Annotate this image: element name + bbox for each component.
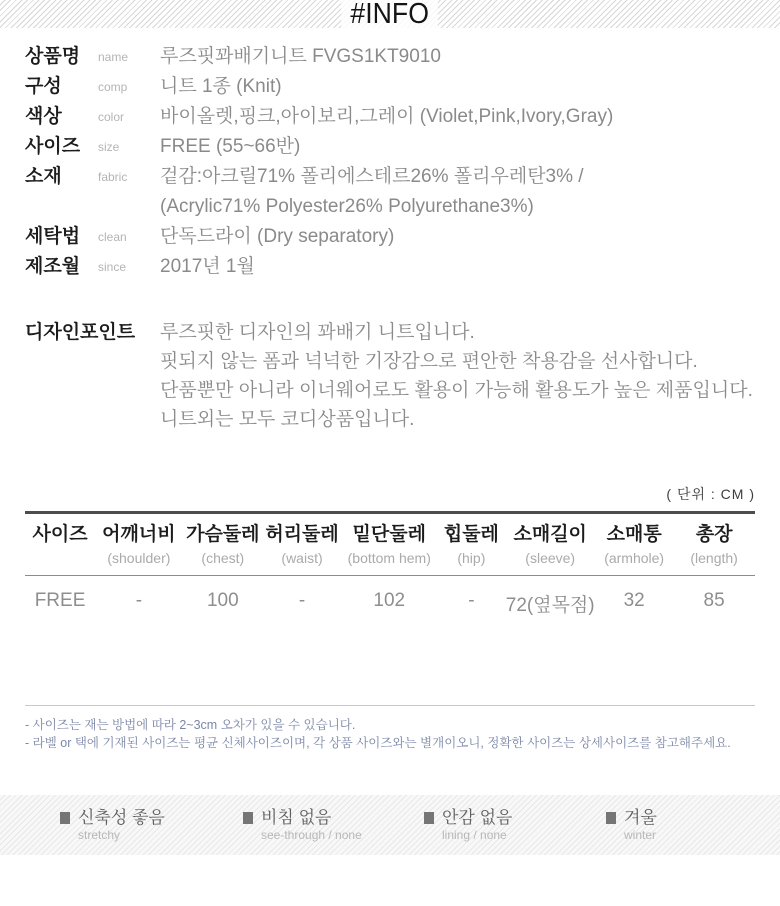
- info-row-color: [0, 102, 780, 132]
- info-row-fabric: [0, 162, 780, 192]
- column-header-ko: 소매길이: [513, 524, 587, 545]
- info-label: 색상: [25, 106, 62, 127]
- info-value: 루즈핏꽈배기니트 FVGS1KT9010: [160, 46, 441, 67]
- design-point-line: 핏되지 않는 폼과 넉넉한 기장감으로 편안한 착용감을 선사합니다.: [160, 351, 698, 372]
- column-header-ko: 어깨너비: [102, 524, 176, 545]
- feature-ko-label: 신축성 좋음: [78, 808, 165, 827]
- design-point-section: [0, 318, 780, 434]
- info-sublabel: clean: [98, 230, 127, 244]
- info-sublabel: size: [98, 140, 120, 154]
- note-line: - 사이즈는 재는 방법에 따라 2~3cm 오차가 있을 수 있습니다.: [25, 718, 356, 732]
- column-header-hip: [437, 522, 505, 568]
- feature-en-label: winter: [624, 828, 657, 842]
- unit-note: ( 단위 : CM ): [666, 486, 755, 502]
- info-label: 소재: [25, 166, 62, 187]
- feature-lining: [424, 808, 512, 843]
- page-title: #INFO: [342, 0, 439, 28]
- column-header-armhole: [595, 522, 673, 568]
- column-header-en: (length): [690, 550, 738, 566]
- info-row-since: [0, 252, 780, 282]
- column-header-ko: 힙둘레: [443, 524, 499, 545]
- info-sublabel: since: [98, 260, 127, 274]
- cell-shoulder: -: [135, 590, 143, 611]
- info-label: 구성: [25, 76, 62, 97]
- feature-see-through: [243, 808, 362, 843]
- column-header-ko: 밑단둘레: [352, 524, 426, 545]
- design-point-line: 루즈핏한 디자인의 꽈배기 니트입니다.: [160, 322, 475, 343]
- column-header-ko: 사이즈: [32, 524, 88, 545]
- info-row-fabric-line2: [0, 192, 780, 222]
- design-point-line: 단품뿐만 아니라 이너웨어로도 활용이 가능해 활용도가 높은 제품입니다.: [160, 380, 753, 401]
- cell-sleeve: 72(옆목점): [505, 595, 595, 616]
- size-table-section: [25, 484, 755, 631]
- size-table: [25, 511, 755, 631]
- info-label: 세탁법: [25, 226, 81, 247]
- column-header-en: (chest): [201, 550, 245, 566]
- info-value: 바이올렛,핑크,아이보리,그레이 (Violet,Pink,Ivory,Gray): [160, 106, 614, 127]
- column-header-size: [25, 522, 95, 568]
- cell-hip: -: [468, 590, 475, 611]
- feature-stretch: [60, 808, 165, 843]
- info-label-empty: [25, 192, 92, 222]
- info-row-clean: [0, 222, 780, 252]
- info-sublabel-empty: [98, 192, 142, 222]
- column-header-en: (armhole): [604, 550, 665, 566]
- feature-ko-label: 겨울: [624, 808, 657, 827]
- info-label: 상품명: [25, 46, 81, 67]
- column-header-sleeve: [505, 522, 595, 568]
- column-header-waist: [263, 522, 341, 568]
- feature-ko-label: 안감 없음: [442, 808, 513, 827]
- product-info-section: [0, 42, 780, 282]
- column-header-ko: 총장: [695, 524, 733, 545]
- cell-length: 85: [703, 590, 725, 611]
- info-sublabel: name: [98, 50, 129, 64]
- square-bullet-icon: [60, 812, 70, 824]
- info-row-comp: [0, 72, 780, 102]
- info-sublabel: fabric: [98, 170, 128, 184]
- info-label: 사이즈: [25, 136, 81, 157]
- column-header-en: (waist): [281, 550, 323, 566]
- info-header-band: [0, 0, 780, 28]
- square-bullet-icon: [606, 812, 616, 824]
- info-value: 니트 1종 (Knit): [160, 76, 282, 97]
- feature-en-label: see-through / none: [261, 828, 362, 842]
- size-table-data-row: [25, 576, 755, 631]
- column-header-en: (sleeve): [525, 550, 576, 566]
- info-sublabel: comp: [98, 80, 128, 94]
- feature-band: [0, 795, 780, 855]
- notes-divider: [25, 705, 755, 706]
- column-header-chest: [183, 522, 263, 568]
- info-label: 제조월: [25, 256, 81, 277]
- column-header-ko: 가슴둘레: [186, 524, 260, 545]
- square-bullet-icon: [243, 812, 253, 824]
- info-value: 겉감:아크릴71% 폴리에스테르26% 폴리우레탄3% /: [160, 166, 584, 187]
- cell-waist: -: [298, 590, 306, 611]
- cell-armhole: 32: [623, 590, 645, 611]
- info-row-name: [0, 42, 780, 72]
- column-header-length: [673, 522, 755, 568]
- feature-ko-label: 비침 없음: [261, 808, 332, 827]
- info-value: (Acrylic71% Polyester26% Polyurethane3%): [160, 196, 534, 217]
- column-header-bottom-hem: [341, 522, 437, 568]
- info-sublabel: color: [98, 110, 125, 124]
- square-bullet-icon: [424, 812, 434, 824]
- info-value: FREE (55~66반): [160, 136, 301, 157]
- info-value: 단독드라이 (Dry separatory): [160, 226, 395, 247]
- info-value: 2017년 1월: [160, 256, 255, 277]
- column-header-en: (bottom hem): [347, 550, 431, 566]
- column-header-en: (hip): [457, 550, 486, 566]
- note-line: - 라벨 or 택에 기재된 사이즈는 평균 신체사이즈이며, 각 상품 사이즈와는 별개이오니, 정확한 사이즈는 상세사이즈를 참고해주세요.: [25, 736, 731, 750]
- size-table-header-row: [25, 514, 755, 576]
- cell-size: FREE: [34, 590, 86, 611]
- size-notes: [25, 716, 755, 752]
- cell-bottom-hem: 102: [373, 590, 406, 611]
- design-point-line: 니트외는 모두 코디상품입니다.: [160, 409, 415, 430]
- column-header-shoulder: [95, 522, 183, 568]
- feature-en-label: lining / none: [442, 828, 507, 842]
- info-row-size: [0, 132, 780, 162]
- feature-season: [606, 808, 657, 843]
- design-point-label: 디자인포인트: [25, 322, 136, 343]
- column-header-ko: 소매통: [606, 524, 662, 545]
- column-header-ko: 허리둘레: [265, 524, 339, 545]
- cell-chest: 100: [206, 590, 239, 611]
- column-header-en: (shoulder): [107, 550, 171, 566]
- feature-en-label: stretchy: [78, 828, 121, 842]
- design-point-text: [160, 318, 753, 434]
